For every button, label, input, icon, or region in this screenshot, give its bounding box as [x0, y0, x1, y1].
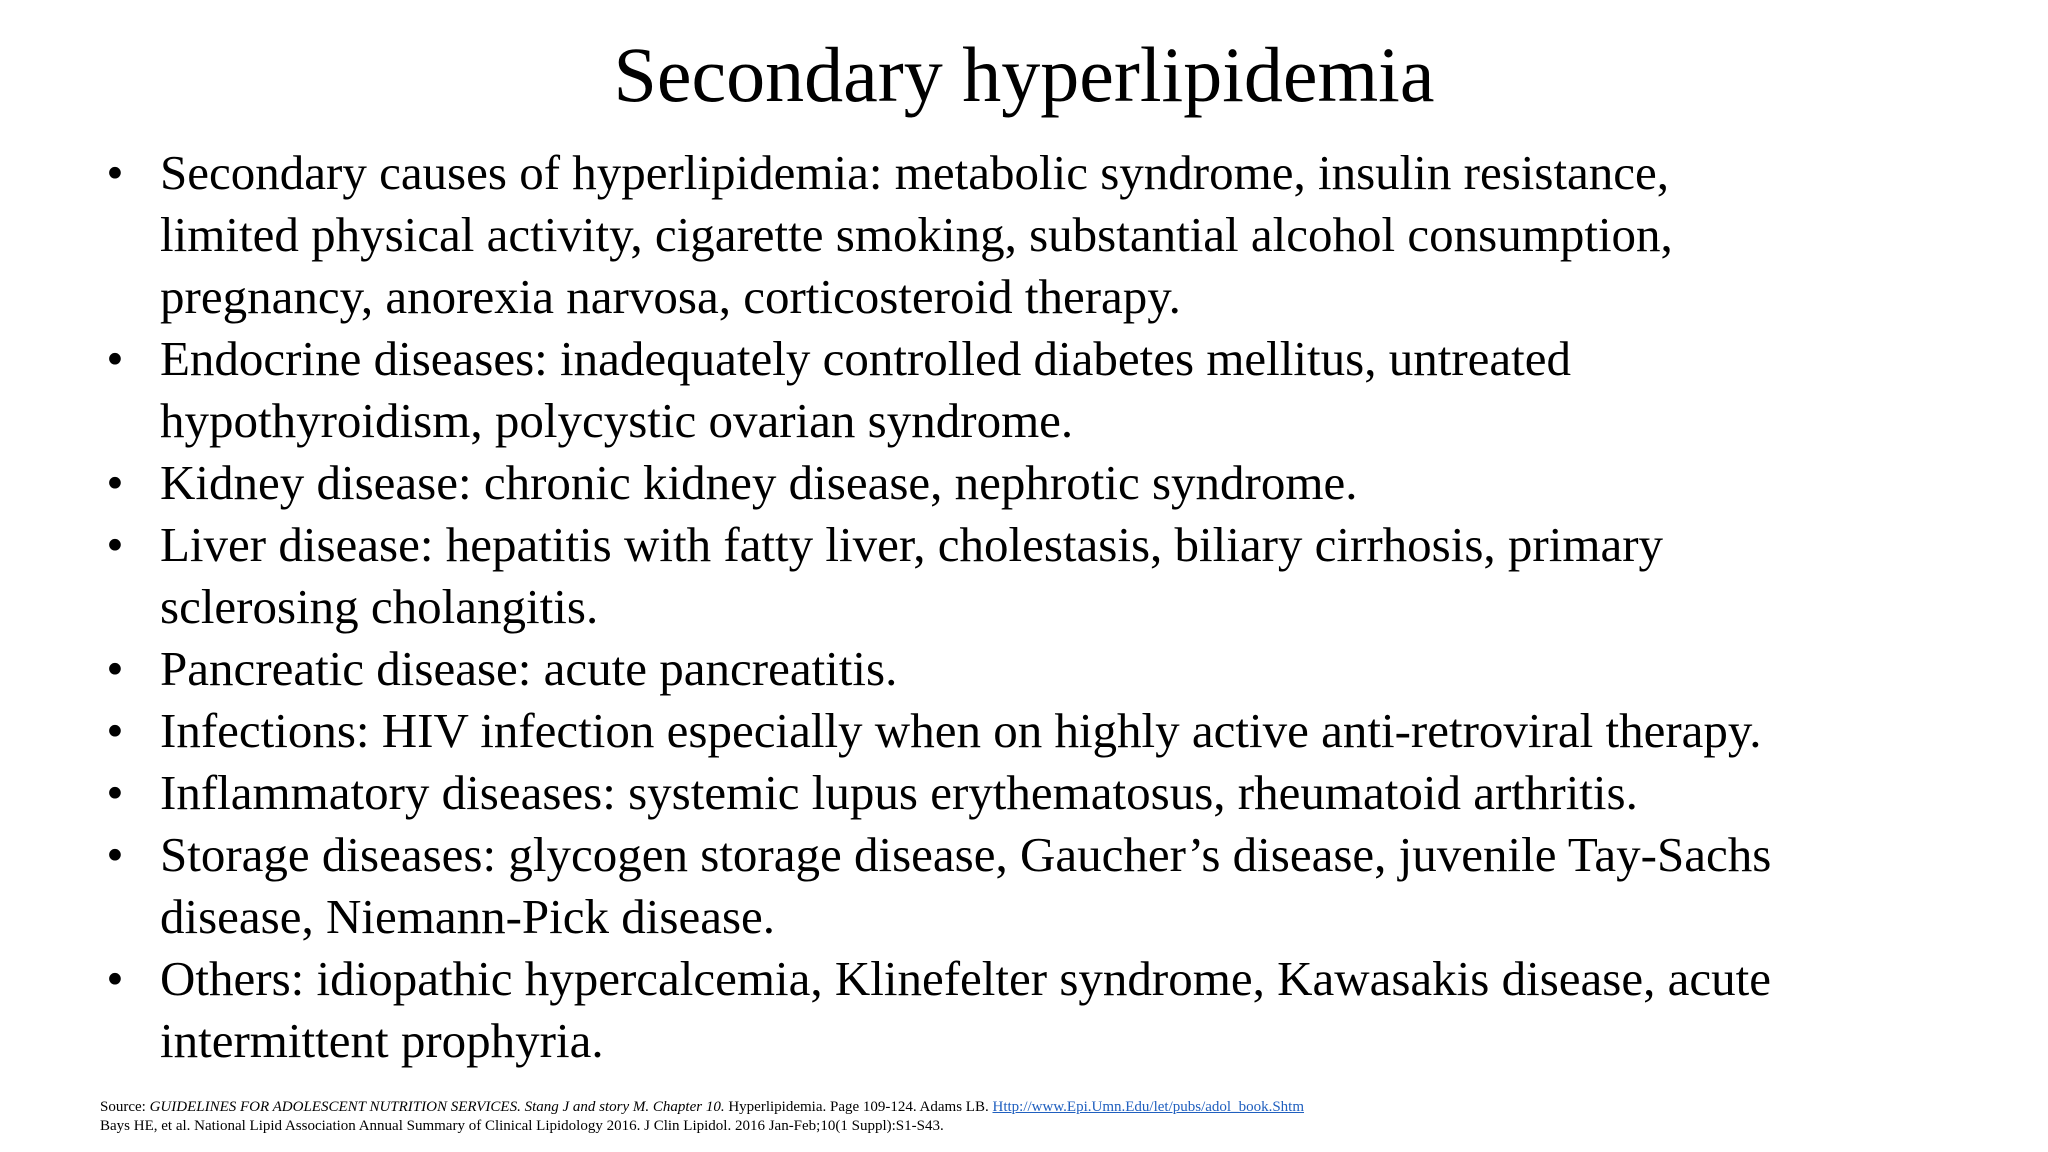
- bullet-item-pancreatic: [100, 638, 2000, 700]
- bullet-text-line: Inflammatory diseases: systemic lupus erythematosus, rheumatoid arthritis.: [160, 765, 1638, 820]
- source-prefix: Source:: [100, 1099, 150, 1115]
- bullet-list: [100, 142, 2000, 1072]
- bullet-text-line: Pancreatic disease: acute pancreatitis.: [160, 641, 898, 696]
- source-line-1: [100, 1098, 1900, 1117]
- bullet-item-others: [100, 948, 2000, 1072]
- bullet-icon: •: [106, 703, 124, 758]
- bullet-icon: •: [106, 455, 124, 510]
- bullet-item-infections: [100, 700, 2000, 762]
- source-citation: [100, 1098, 1900, 1136]
- source-link[interactable]: Http://www.Epi.Umn.Edu/let/pubs/adol_book.Shtm: [992, 1099, 1305, 1115]
- bullet-icon: •: [106, 951, 124, 1006]
- bullet-text-line: Storage diseases: glycogen storage disease, Gaucher’s disease, juvenile Tay-Sachs: [160, 827, 1772, 882]
- bullet-icon: •: [106, 765, 124, 820]
- bullet-item-inflammatory: [100, 762, 2000, 824]
- bullet-item-kidney: [100, 452, 2000, 514]
- source-line-2: Bays HE, et al. National Lipid Association Annual Summary of Clinical Lipidology 2016. J Clin Lipidol. 2016 Jan-Feb;10(1 Suppl):S1-S43.: [100, 1118, 944, 1134]
- bullet-text-line: Others: idiopathic hypercalcemia, Klinefelter syndrome, Kawasakis disease, acute: [160, 951, 1771, 1006]
- bullet-text-line: Infections: HIV infection especially when on highly active anti-retroviral therapy.: [160, 703, 1762, 758]
- bullet-icon: •: [106, 331, 124, 386]
- bullet-icon: •: [106, 641, 124, 696]
- bullet-item-liver: [100, 514, 2000, 638]
- source-italic-title: GUIDELINES FOR ADOLESCENT NUTRITION SERVICES. Stang J and story M. Chapter 10.: [149, 1099, 725, 1115]
- source-middle: Hyperlipidemia. Page 109-124. Adams LB.: [724, 1099, 993, 1115]
- bullet-text-line: limited physical activity, cigarette smoking, substantial alcohol consumption,: [160, 207, 1673, 262]
- bullet-item-secondary-causes: [100, 142, 2000, 328]
- bullet-text-line: disease, Niemann-Pick disease.: [160, 889, 776, 944]
- bullet-text-line: Endocrine diseases: inadequately controlled diabetes mellitus, untreated: [160, 331, 1571, 386]
- bullet-icon: •: [106, 145, 124, 200]
- slide-title: Secondary hyperlipidemia: [613, 31, 1435, 118]
- bullet-text-line: pregnancy, anorexia narvosa, corticosteroid therapy.: [160, 269, 1181, 324]
- bullet-text-line: hypothyroidism, polycystic ovarian syndrome.: [160, 393, 1074, 448]
- bullet-item-endocrine: [100, 328, 2000, 452]
- bullet-icon: •: [106, 827, 124, 882]
- bullet-text-line: intermittent prophyria.: [160, 1013, 604, 1068]
- bullet-text-line: sclerosing cholangitis.: [160, 579, 599, 634]
- bullet-text-line: Liver disease: hepatitis with fatty liver, cholestasis, biliary cirrhosis, primary: [160, 517, 1664, 572]
- bullet-text-line: Secondary causes of hyperlipidemia: metabolic syndrome, insulin resistance,: [160, 145, 1670, 200]
- bullet-icon: •: [106, 517, 124, 572]
- bullet-text-line: Kidney disease: chronic kidney disease, nephrotic syndrome.: [160, 455, 1358, 510]
- bullet-item-storage: [100, 824, 2000, 948]
